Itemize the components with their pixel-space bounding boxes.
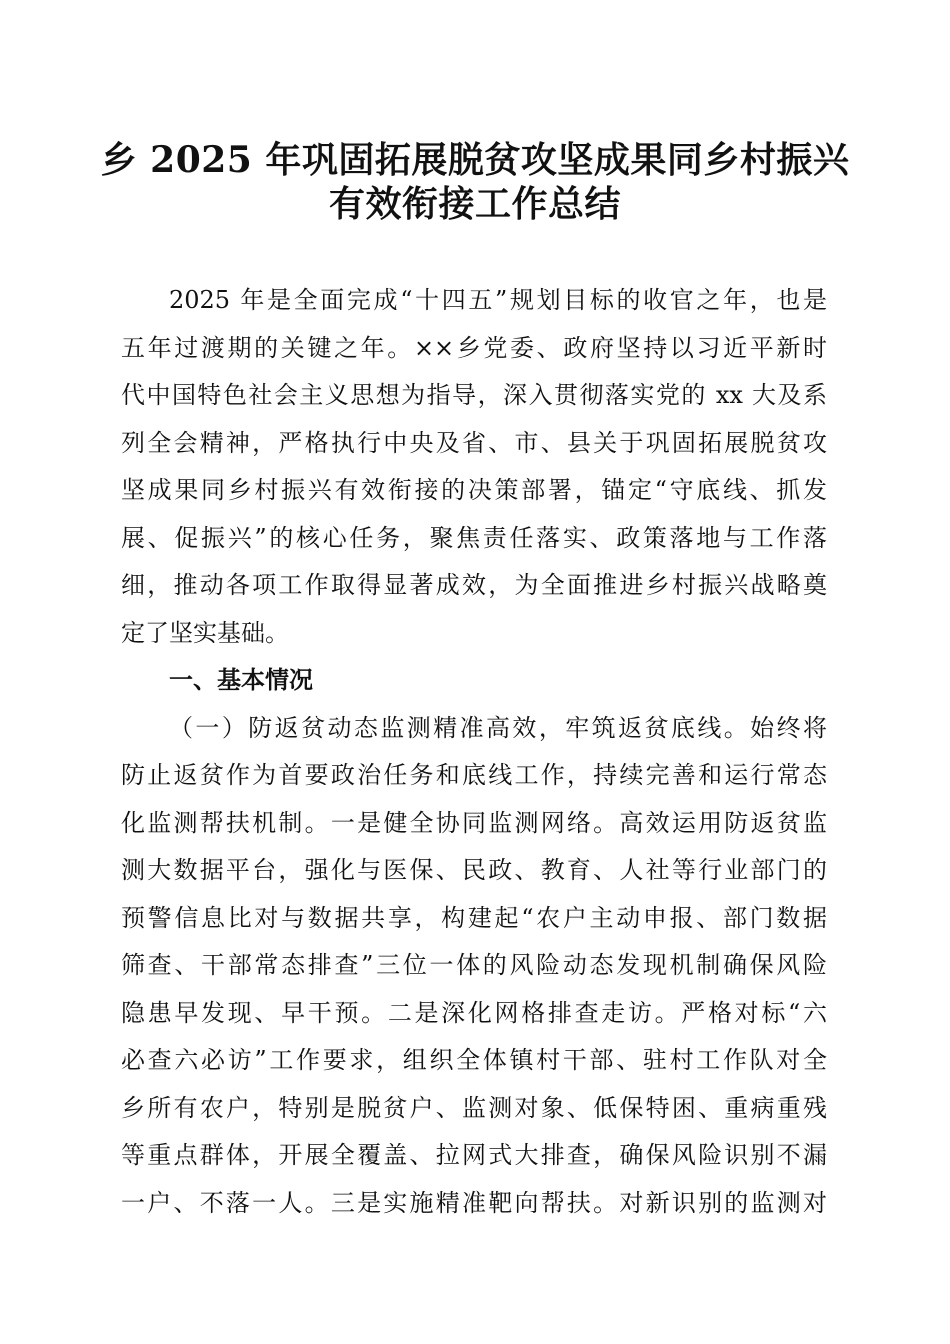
paragraph-1-line: 代中国特色社会主义思想为指导，深入贯彻落实党的 xx 大及系: [121, 381, 827, 409]
paragraph-2-line: 隐患早发现、早干预。二是深化网格排查走访。严格对标“六: [121, 998, 827, 1027]
document-title-line-2: 有效衔接工作总结: [328, 183, 621, 225]
paragraph-1-line: 坚成果同乡村振兴有效衔接的决策部署，锚定“守底线、抓发: [121, 476, 827, 504]
paragraph-2-line: 等重点群体，开展全覆盖、拉网式大排查，确保风险识别不漏: [121, 1141, 827, 1169]
document-title-line-1: 乡 2025 年巩固拓展脱贫攻坚成果同乡村振兴: [100, 139, 850, 181]
paragraph-2-line: 筛查、干部常态排查”三位一体的风险动态发现机制确保风险: [121, 951, 827, 979]
paragraph-2-line: 预警信息比对与数据共享，构建起“农户主动申报、部门数据: [121, 903, 827, 932]
paragraph-2-line: 防止返贫作为首要政治任务和底线工作，持续完善和运行常态: [121, 761, 827, 789]
paragraph-2-line: 必查六必访”工作要求，组织全体镇村干部、驻村工作队对全: [121, 1046, 827, 1074]
paragraph-2-line: 测大数据平台，强化与医保、民政、教育、人社等行业部门的: [121, 856, 827, 884]
section-heading: 一、基本情况: [169, 666, 313, 694]
paragraph-2-line: 一户、不落一人。三是实施精准靶向帮扶。对新识别的监测对: [121, 1188, 827, 1217]
paragraph-2-line: （一）防返贫动态监测精准高效，牢筑返贫底线。始终将: [169, 713, 827, 742]
paragraph-1-line: 展、促振兴”的核心任务，聚焦责任落实、政策落地与工作落: [121, 523, 827, 552]
document-body: [121, 277, 827, 1227]
paragraph-1-line: 2025 年是全面完成“十四五”规划目标的收官之年，也是: [169, 286, 827, 314]
paragraph-1-line: 列全会精神，严格执行中央及省、市、县关于巩固拓展脱贫攻: [121, 428, 827, 457]
paragraph-2-line: 化监测帮扶机制。一是健全协同监测网络。高效运用防返贫监: [121, 808, 827, 837]
paragraph-2-line: 乡所有农户，特别是脱贫户、监测对象、低保特困、重病重残: [121, 1093, 827, 1122]
paragraph-1-line: 定了坚实基础。: [121, 618, 289, 647]
paragraph-1-line: 细，推动各项工作取得显著成效，为全面推进乡村振兴战略奠: [121, 571, 827, 599]
paragraph-1-line: 五年过渡期的关键之年。××乡党委、政府坚持以习近平新时: [121, 333, 827, 362]
